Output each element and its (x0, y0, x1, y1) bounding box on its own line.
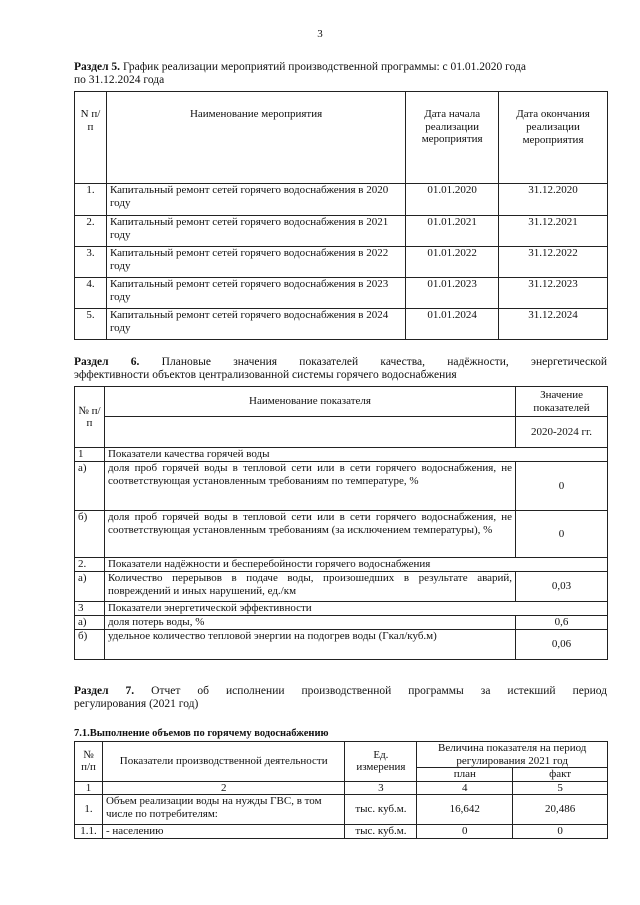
s7-header-name: Показатели производственной деятельности (102, 742, 344, 782)
s5-row-end: 31.12.2020 (499, 184, 608, 216)
s5-row-end: 31.12.2022 (499, 247, 608, 278)
section5-title: График реализации мероприятий производственной программы: с 01.01.2020 года (120, 61, 526, 73)
s6-row-value: 0 (516, 511, 608, 558)
section5-title-line2: по 31.12.2024 года (74, 74, 165, 86)
s7-row-fact: 0 (513, 825, 608, 839)
s7-row-unit: тыс. куб.м. (345, 795, 417, 825)
s6-row-name: доля проб горячей воды в тепловой сети или в сети горячего водоснабжения, не соответствующая установленным требованиям (за исключением температуры), % (104, 511, 515, 558)
table-row (75, 462, 608, 511)
table-row (75, 216, 608, 247)
s7-header-num: № п/п (75, 742, 103, 782)
s5-row-name: Капитальный ремонт сетей горячего водоснабжения в 2020 году (106, 184, 405, 216)
s5-row-num: 3. (75, 247, 107, 278)
s6-row-num: 2. (75, 558, 105, 572)
s7-row-fact: 20,486 (513, 795, 608, 825)
s6-group-title: Показатели энергетической эффективности (104, 602, 607, 616)
s6-row-num: б) (75, 511, 105, 558)
s6-row-num: 1 (75, 448, 105, 462)
s7-colnum: 5 (513, 781, 608, 795)
section7-label: Раздел 7. (74, 685, 135, 697)
table-row (75, 558, 608, 572)
s7-colnum: 2 (102, 781, 344, 795)
s6-row-name: доля потерь воды, % (104, 616, 515, 630)
section5-heading (74, 61, 607, 87)
table-row (75, 309, 608, 340)
s7-header-unit: Ед. измерения (345, 742, 417, 782)
s5-row-name: Капитальный ремонт сетей горячего водоснабжения в 2021 году (106, 216, 405, 247)
section7-heading (74, 685, 607, 711)
table-row (75, 511, 608, 558)
page-number: 3 (317, 28, 323, 40)
section6-title-line2: эффективности объектов централизованной системы горячего водоснабжения (74, 369, 457, 381)
section7-title: Отчет об исполнении производственной программы за истекший период (134, 685, 607, 697)
s6-row-name: удельное количество тепловой энергии на подогрев воды (Гкал/куб.м) (104, 630, 515, 660)
s7-colnum: 1 (75, 781, 103, 795)
table-row (75, 572, 608, 602)
s7-header-plan: план (417, 768, 513, 782)
section5-table (74, 91, 608, 340)
s7-row-plan: 0 (417, 825, 513, 839)
table-row (75, 630, 608, 660)
s7-colnum: 4 (417, 781, 513, 795)
s6-row-num: а) (75, 616, 105, 630)
s5-row-start: 01.01.2022 (406, 247, 499, 278)
s5-row-start: 01.01.2023 (406, 278, 499, 309)
s5-row-num: 2. (75, 216, 107, 247)
section7-table (74, 741, 608, 839)
s5-row-start: 01.01.2021 (406, 216, 499, 247)
s6-row-value: 0,03 (516, 572, 608, 602)
s5-row-start: 01.01.2020 (406, 184, 499, 216)
s7-row-unit: тыс. куб.м. (345, 825, 417, 839)
table-row (75, 448, 608, 462)
s6-row-num: 3 (75, 602, 105, 616)
s5-row-num: 4. (75, 278, 107, 309)
s6-row-num: б) (75, 630, 105, 660)
s7-row-num: 1. (75, 795, 103, 825)
s6-row-value: 0 (516, 462, 608, 511)
s6-header-num: № п/п (75, 387, 105, 448)
s7-colnum: 3 (345, 781, 417, 795)
s7-header-value: Величина показателя на период регулирования 2021 год (417, 742, 608, 768)
table-row (75, 795, 608, 825)
table-row (75, 184, 608, 216)
s5-row-start: 01.01.2024 (406, 309, 499, 340)
s7-row-name: - населению (102, 825, 344, 839)
section6-label: Раздел 6. (74, 356, 140, 368)
s5-row-end: 31.12.2023 (499, 278, 608, 309)
s6-row-value: 0,06 (516, 630, 608, 660)
s5-row-num: 1. (75, 184, 107, 216)
s7-header-fact: факт (513, 768, 608, 782)
s6-header-value: Значение показателей (516, 387, 608, 417)
s6-header-blank (104, 417, 515, 448)
s5-row-name: Капитальный ремонт сетей горячего водоснабжения в 2023 году (106, 278, 405, 309)
s6-row-name: Количество перерывов в подаче воды, произошедших в результате аварий, повреждений и иных нарушений, ед./км (104, 572, 515, 602)
table-row (75, 781, 608, 795)
section7-subtitle: 7.1.Выполнение объемов по горячему водоснабжению (74, 728, 329, 739)
section6-table (74, 386, 608, 660)
table-row (75, 247, 608, 278)
s5-row-name: Капитальный ремонт сетей горячего водоснабжения в 2022 году (106, 247, 405, 278)
s6-row-name: доля проб горячей воды в тепловой сети или в сети горячего водоснабжения, не соответствующая установленным требованиям по температуре, % (104, 462, 515, 511)
s6-row-num: а) (75, 572, 105, 602)
s5-row-end: 31.12.2021 (499, 216, 608, 247)
s6-header-period: 2020-2024 гг. (516, 417, 608, 448)
s5-row-name: Капитальный ремонт сетей горячего водоснабжения в 2024 году (106, 309, 405, 340)
s5-header-end: Дата окончания реализации мероприятия (499, 92, 608, 184)
section5-label: Раздел 5. (74, 61, 121, 73)
s7-row-num: 1.1. (75, 825, 103, 839)
s6-header-name: Наименование показателя (104, 387, 515, 417)
table-row (75, 825, 608, 839)
s5-header-name: Наименование мероприятия (106, 92, 405, 184)
s5-row-end: 31.12.2024 (499, 309, 608, 340)
s6-row-value: 0,6 (516, 616, 608, 630)
s7-row-name: Объем реализации воды на нужды ГВС, в том числе по потребителям: (102, 795, 344, 825)
s5-header-num: N п/п (75, 92, 107, 184)
table-row (75, 616, 608, 630)
s6-group-title: Показатели надёжности и бесперебойности горячего водоснабжения (104, 558, 607, 572)
s6-row-num: а) (75, 462, 105, 511)
section6-heading (74, 356, 607, 382)
table-row (75, 278, 608, 309)
table-row (75, 602, 608, 616)
s7-row-plan: 16,642 (417, 795, 513, 825)
section7-title-line2: регулирования (2021 год) (74, 698, 199, 710)
section6-title: Плановые значения показателей качества, надёжности, энергетической (139, 356, 608, 368)
s5-row-num: 5. (75, 309, 107, 340)
s5-header-start: Дата начала реализации мероприятия (406, 92, 499, 184)
s6-group-title: Показатели качества горячей воды (104, 448, 607, 462)
